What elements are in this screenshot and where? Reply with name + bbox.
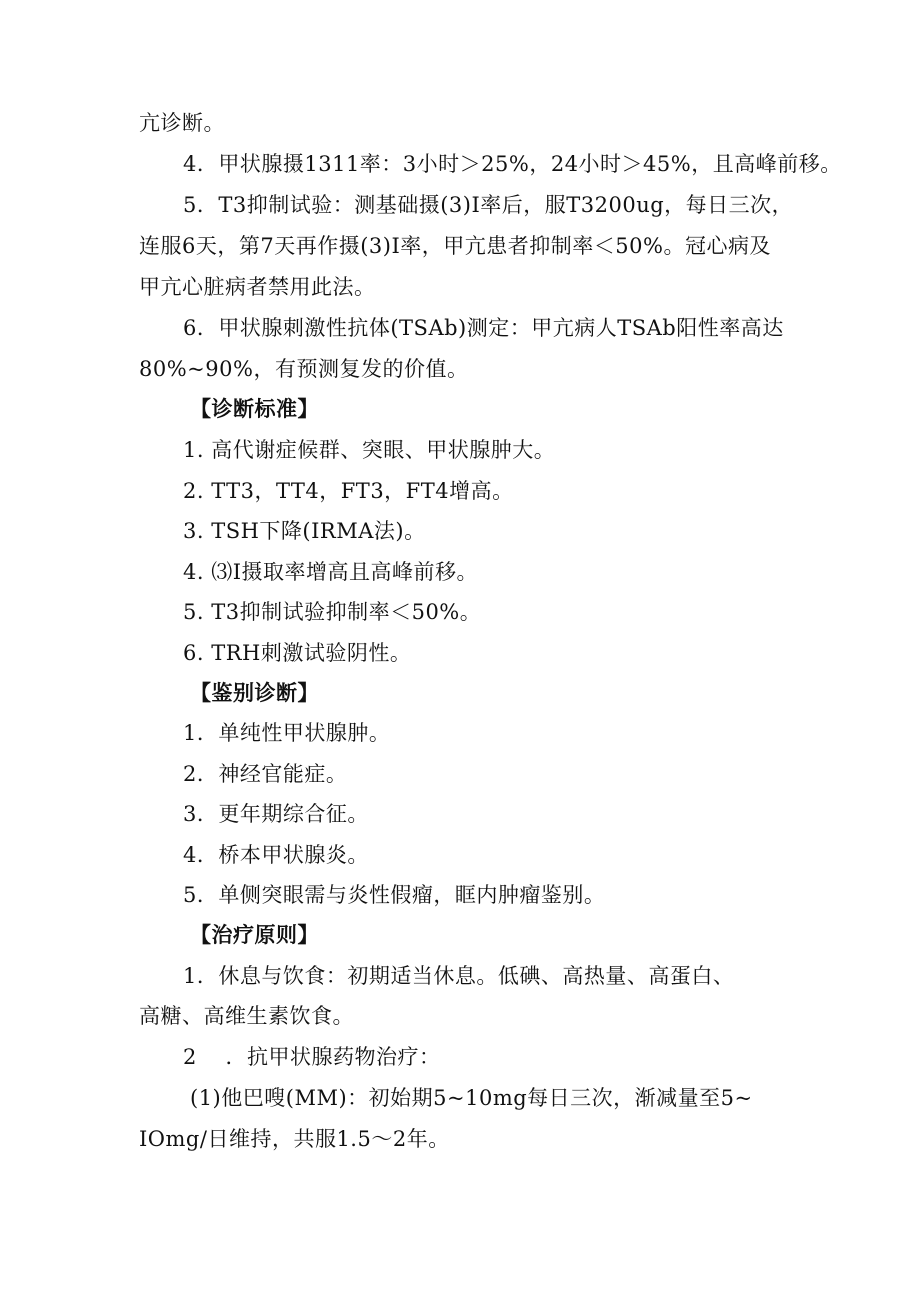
text-line: 甲亢心脏病者禁用此法。 [139, 275, 376, 299]
list-item: 4. ⑶I摄取率增高且高峰前移。 [183, 560, 479, 584]
section-heading: 【鉴别诊断】 [190, 681, 319, 705]
text-line: 连服6天，第7天再作摄(3)I率，甲亢患者抑制率＜50%。冠心病及 [139, 234, 771, 258]
section-heading: 【诊断标准】 [190, 397, 319, 421]
list-item: 3．更年期综合征。 [183, 802, 369, 826]
text-line: 1．休息与饮食：初期适当休息。低碘、高热量、高蛋白、 [183, 964, 735, 988]
list-item: 1. 高代谢症候群、突眼、甲状腺肿大。 [183, 438, 556, 462]
list-item: 5．单侧突眼需与炎性假瘤，眶内肿瘤鉴别。 [183, 883, 606, 907]
text-line: 2 ．抗甲状腺药物治疗： [183, 1045, 441, 1069]
text-line: 6．甲状腺刺激性抗体(TSAb)测定：甲亢病人TSAb阳性率高达 [183, 316, 784, 340]
list-item: 4．桥本甲状腺炎。 [183, 843, 369, 867]
list-item: 1．单纯性甲状腺肿。 [183, 721, 391, 745]
text-line: 80%~90%，有预测复发的价值。 [139, 357, 469, 381]
list-item: 2. TT3，TT4，FT3，FT4增高。 [183, 479, 514, 503]
list-item: 6. TRH刺激试验阴性。 [183, 641, 412, 665]
list-item: 3. TSH下降(IRMA法)。 [183, 519, 426, 543]
section-heading: 【治疗原则】 [190, 923, 319, 947]
text-line: 4．甲状腺摄1311率：3小时＞25%，24小时＞45%，且高峰前移。 [183, 152, 842, 176]
text-line: 亢诊断。 [139, 111, 225, 135]
list-item: 2．神经官能症。 [183, 762, 348, 786]
text-line: IOmg/日维持，共服1.5～2年。 [139, 1127, 450, 1151]
list-item: 5. T3抑制试验抑制率＜50%。 [183, 600, 482, 624]
text-line: (1)他巴嗖(MM)：初始期5~10mg每日三次，渐减量至5~ [190, 1086, 753, 1110]
text-line: 高糖、高维生素饮食。 [139, 1004, 354, 1028]
text-line: 5．T3抑制试验：测基础摄(3)I率后，服T3200ug，每日三次， [183, 193, 794, 217]
